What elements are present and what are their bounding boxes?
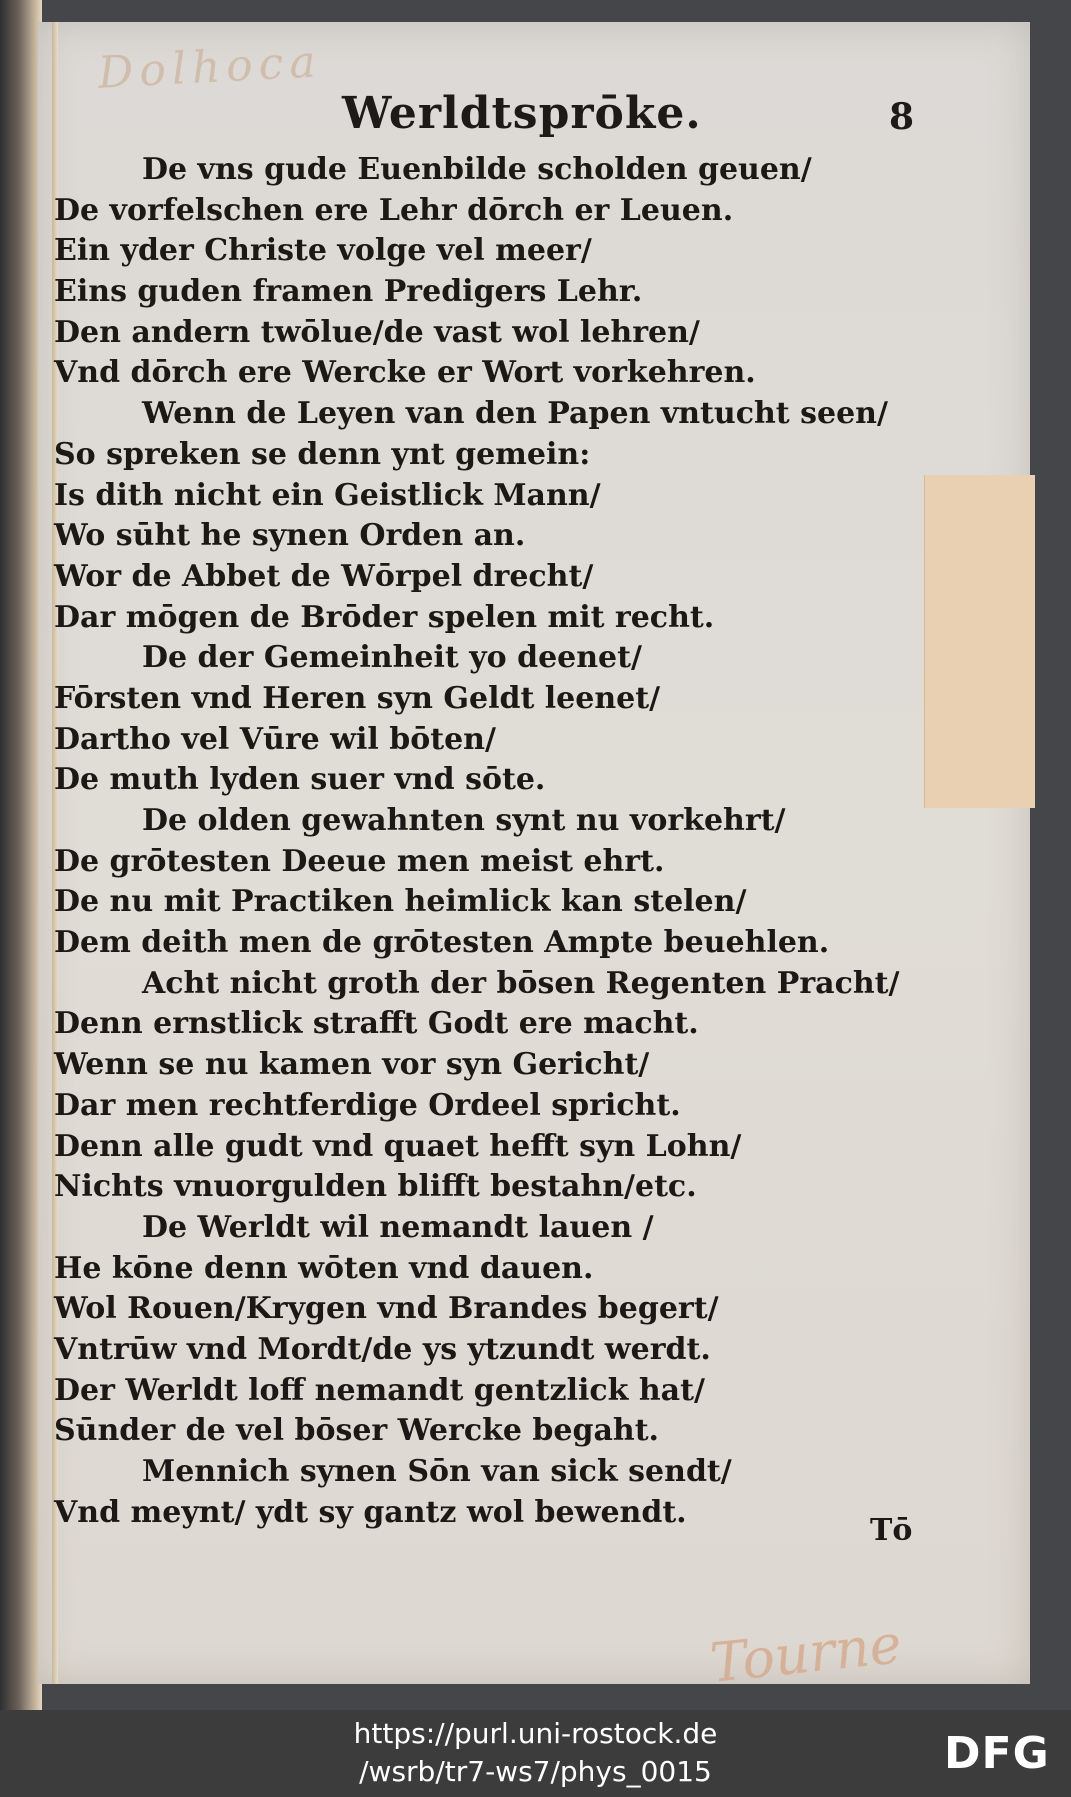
margin-note-top: Dolhoca (96, 36, 323, 99)
verse-line: De Werldt wil nemandt lauen / (142, 1209, 654, 1245)
verse-line: Vnd meynt/ ydt sy gantz wol bewendt. (54, 1494, 687, 1530)
verse-line: Mennich synen Sōn van sick sendt/ (142, 1454, 732, 1489)
verse-line: Nichts vnuorgulden blifft bestahn/etc. (54, 1169, 697, 1205)
page-number: 8 (889, 96, 915, 138)
footer-bar (0, 1710, 1071, 1797)
catchword: Tō (870, 1513, 913, 1548)
verse-line: Dar men rechtferdige Ordeel spricht. (54, 1087, 681, 1123)
verse-line: Vntrūw vnd Mordt/de ys ytzundt werdt. (54, 1331, 711, 1367)
verse-line: Dartho vel Vūre wil bōten/ (54, 721, 496, 757)
verse-line: Dar mōgen de Brōder spelen mit recht. (54, 599, 715, 635)
verse-line: Denn alle gudt vnd quaet hefft syn Lohn/ (54, 1128, 742, 1164)
verse-line: Der Werldt loff nemandt gentzlick hat/ (54, 1372, 705, 1408)
verse-line: Wor de Abbet de Wōrpel drecht/ (54, 558, 594, 594)
verse-line: De vns gude Euenbilde scholden geuen/ (142, 152, 812, 187)
paper-tab (924, 475, 1035, 808)
verse-line: So spreken se denn ynt gemein: (54, 436, 591, 472)
margin-note-bottom: Tourne (707, 1612, 905, 1695)
verse-line: Wenn de Leyen van den Papen vntucht seen/ (142, 396, 888, 432)
verse-line: De vorfelschen ere Lehr dōrch er Leuen. (54, 192, 734, 228)
verse-line: Acht nicht groth der bōsen Regenten Pracht/ (142, 965, 900, 1001)
book-spine (0, 0, 42, 1710)
permalink-line-2[interactable]: /wsrb/tr7-ws7/phys_0015 (359, 1755, 712, 1788)
verse-line: Wenn se nu kamen vor syn Gericht/ (54, 1047, 650, 1083)
verse-line: Ein yder Christe volge vel meer/ (54, 233, 592, 269)
verse-line: He kōne denn wōten vnd dauen. (54, 1250, 594, 1286)
verse-line: De der Gemeinheit yo deenet/ (142, 640, 642, 676)
verse-line: Vnd dōrch ere Wercke er Wort vorkehren. (54, 355, 756, 391)
dfg-logo: DFG (944, 1728, 1050, 1779)
verse-line: De grōtesten Deeue men meist ehrt. (54, 843, 665, 879)
verse-text (54, 150, 934, 1533)
verse-line: Denn ernstlick strafft Godt ere macht. (54, 1006, 699, 1042)
verse-line: Wo sūht he synen Orden an. (54, 518, 526, 554)
verse-line: Den andern twōlue/de vast wol lehren/ (54, 314, 700, 350)
verse-line: Fōrsten vnd Heren syn Geldt leenet/ (54, 680, 661, 716)
running-head: Werldtsprōke. (342, 88, 702, 139)
verse-line: Eins guden framen Predigers Lehr. (54, 274, 643, 310)
verse-line: Wol Rouen/Krygen vnd Brandes begert/ (54, 1291, 719, 1327)
verse-line: De muth lyden suer vnd sōte. (54, 762, 546, 798)
verse-line: De nu mit Practiken heimlick kan stelen/ (54, 884, 747, 920)
verse-line: Is dith nicht ein Geistlick Mann/ (54, 477, 601, 513)
verse-line: De olden gewahnten synt nu vorkehrt/ (142, 803, 786, 838)
verse-line: Sūnder de vel bōser Wercke begaht. (54, 1413, 659, 1449)
permalink-line-1[interactable]: https://purl.uni-rostock.de (353, 1717, 718, 1750)
verse-line: Dem deith men de grōtesten Ampte beuehlen. (54, 925, 830, 961)
